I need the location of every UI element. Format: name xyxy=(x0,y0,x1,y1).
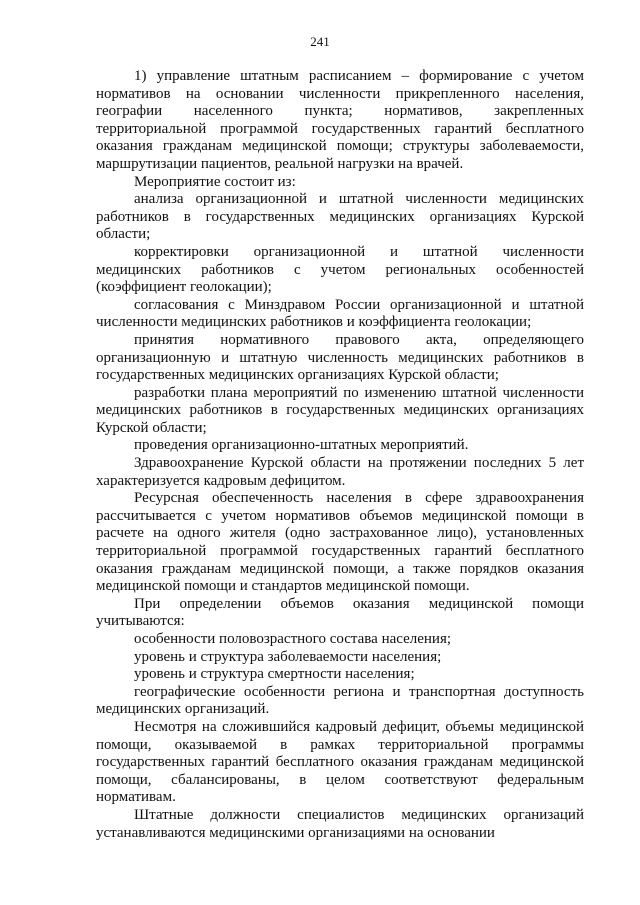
paragraph: географические особенности региона и транспортная доступность медицинских организаций. xyxy=(96,683,584,718)
paragraph: проведения организационно-штатных мероприятий. xyxy=(134,437,469,454)
paragraph: принятия нормативного правового акта, определяющего организационную и штатную численность медицинских работников в государственных медицинских организациях Курской области; xyxy=(96,331,584,384)
body-text xyxy=(96,68,584,842)
paragraph: анализа организационной и штатной численности медицинских работников в государственных медицинских организациях Курской области; xyxy=(96,191,584,243)
paragraph: уровень и структура заболеваемости населения; xyxy=(134,648,442,665)
paragraph: корректировки организационной и штатной численности медицинских работников с учетом региональных особенностей (коэффициент геолокации); xyxy=(96,243,584,296)
paragraph: Мероприятие состоит из: xyxy=(134,173,296,190)
paragraph: особенности половозрастного состава населения; xyxy=(134,631,452,647)
paragraph: разработки плана мероприятий по изменению штатной численности медицинских работников в государственных медицинских организациях Курской области; xyxy=(96,384,584,436)
page-number: 241 xyxy=(310,34,330,49)
paragraph: Несмотря на сложившийся кадровый дефицит, объемы медицинской помощи, оказываемой в рамках территориальной программы государственных гарантий бесплатного оказания гражданам медицинской помощи, сбалансированы, в целом соответствуют федеральным нормативам. xyxy=(96,718,584,806)
paragraph: Штатные должности специалистов медицинских организаций устанавливаются медицинскими организациями на основании xyxy=(96,806,584,841)
paragraph: 1) управление штатным расписанием – формирование с учетом нормативов на основании численности прикрепленного населения, географии населенного пункта; нормативов, закрепленных территориальной программой государственных гарантий бесплатного оказания гражданам медицинской помощи; структуры заболеваемости, маршрутизации пациентов, реальной нагрузки на врачей. xyxy=(96,68,584,172)
paragraph: уровень и структура смертности населения; xyxy=(134,666,415,683)
paragraph: согласования с Минздравом России организационной и штатной численности медицинских работников и коэффициента геолокации; xyxy=(96,296,584,331)
paragraph: Ресурсная обеспеченность населения в сфере здравоохранения рассчитывается с учетом нормативов объемов медицинской помощи в расчете на одного жителя (одно застрахованное лицо), установленных территориальной программой государственных гарантий бесплатного оказания гражданам медицинской помощи, а также порядков оказания медицинской помощи и стандартов медицинской помощи. xyxy=(96,490,584,595)
paragraph: При определении объемов оказания медицинской помощи учитываются: xyxy=(96,595,584,630)
paragraph: Здравоохранение Курской области на протяжении последних 5 лет характеризуется кадровым дефицитом. xyxy=(96,455,584,489)
